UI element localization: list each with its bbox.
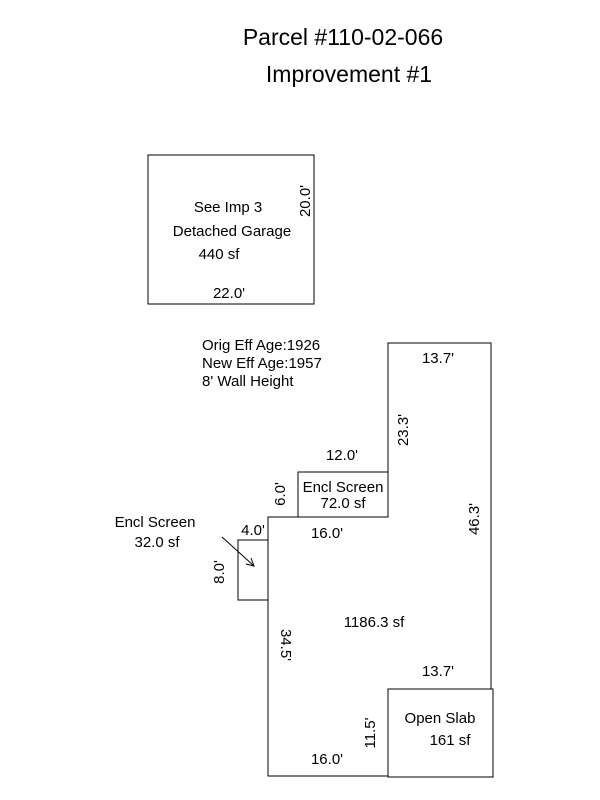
wall-height: 8' Wall Height	[202, 373, 294, 390]
house-upper-left-dim: 23.3'	[395, 413, 412, 447]
encl-screen-upper-area: 72.0 sf	[320, 495, 366, 512]
encl-screen-upper-width: 12.0'	[325, 447, 359, 464]
house-mid-dim: 16.0'	[310, 525, 344, 542]
encl-screen-left-area: 32.0 sf	[134, 534, 180, 551]
house-area-label: 1186.3 sf	[343, 614, 405, 631]
encl-screen-left-depth: 8.0'	[211, 560, 228, 584]
new-eff-age: New Eff Age:1957	[202, 355, 322, 372]
house-top-dim: 13.7'	[421, 350, 455, 367]
improvement-title: Improvement #1	[265, 61, 433, 87]
encl-screen-left-label: Encl Screen	[114, 514, 196, 531]
garage-area-label: 440 sf	[198, 246, 240, 263]
open-slab-area: 161 sf	[429, 732, 471, 749]
garage-type-label: Detached Garage	[172, 223, 292, 240]
encl-screen-upper-depth: 6.0'	[272, 482, 289, 506]
garage-width-label: 22.0'	[212, 285, 246, 302]
encl-screen-upper-label: Encl Screen	[302, 479, 384, 496]
open-slab-label: Open Slab	[404, 710, 476, 727]
orig-eff-age: Orig Eff Age:1926	[202, 337, 321, 354]
encl-screen-left-width: 4.0'	[241, 522, 265, 539]
garage-depth-label: 20.0'	[297, 184, 314, 218]
house-lower-right-dim: 13.7'	[421, 663, 455, 680]
house-right-dim: 46.3'	[466, 502, 483, 536]
house-bottom-dim: 16.0'	[310, 751, 344, 768]
open-slab-depth: 11.5'	[362, 717, 379, 749]
garage-label: See Imp 3	[193, 199, 263, 216]
encl-screen-porch-left	[238, 540, 268, 600]
parcel-title: Parcel #110-02-066	[242, 24, 444, 50]
house-left-dim: 34.5'	[277, 628, 294, 662]
